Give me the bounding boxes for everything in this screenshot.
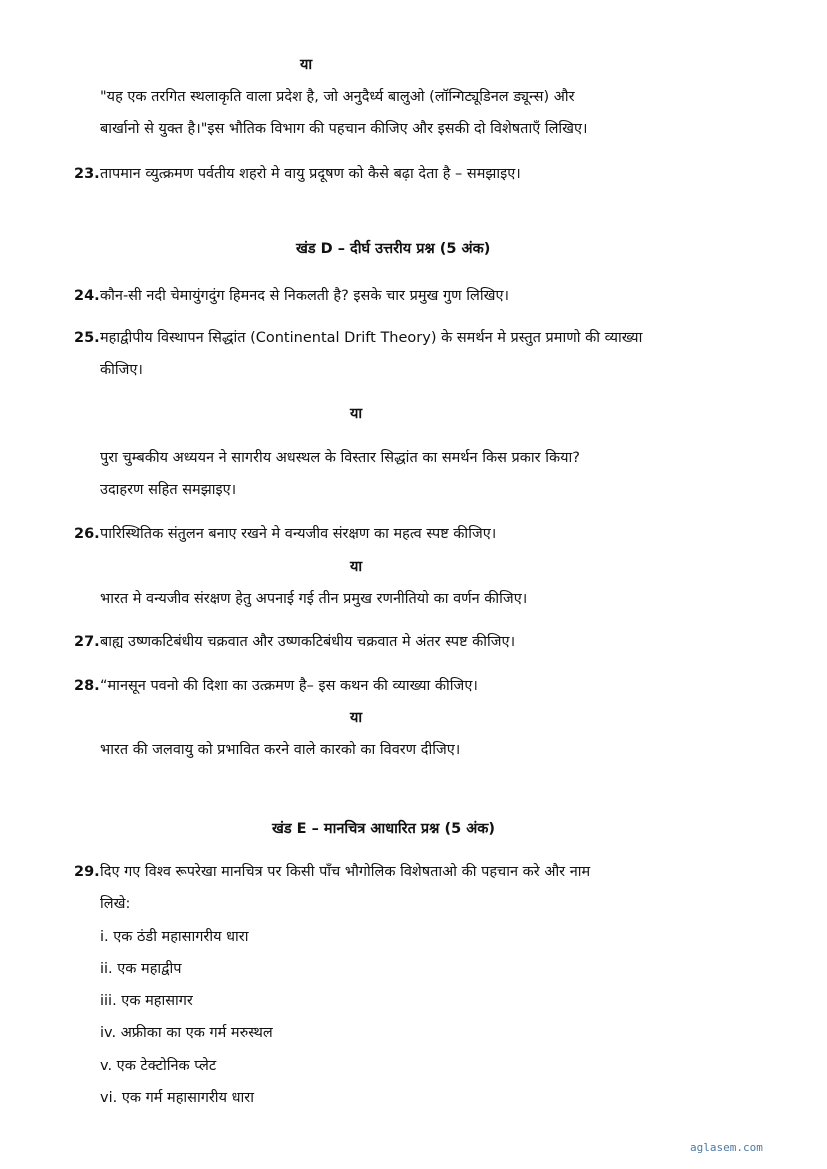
question-text: “मानसून पवनो की दिशा का उत्क्रमण है– इस कथन की व्याख्या कीजिए। (100, 678, 478, 694)
list-item: iv. अफ्रीका का एक गर्म मरुस्थल (100, 1025, 273, 1041)
question-number: 28. (74, 678, 100, 694)
question-alt: भारत मे वन्यजीव संरक्षण हेतु अपनाई गई तीन प्रमुख रणनीतियो का वर्णन कीजिए। (100, 591, 528, 607)
list-item: iii. एक महासागर (100, 993, 193, 1009)
list-item: v. एक टेक्टोनिक प्लेट (100, 1058, 217, 1074)
question-alt-line1: पुरा चुम्बकीय अध्ययन ने सागरीय अधस्थल के विस्तार सिद्धांत का समर्थन किस प्रकार किया? (100, 450, 580, 466)
or-label: या (350, 559, 363, 575)
question-number: 29. (74, 864, 100, 880)
q22-alt-line1: "यह एक तरगित स्थलाकृति वाला प्रदेश है, जो अनुदैर्ध्य बालुओ (लॉन्गिट्यूडिनल ड्यून्स) और (100, 89, 575, 105)
or-label: या (300, 57, 313, 73)
question-number: 26. (74, 526, 100, 542)
question-number: 24. (74, 288, 100, 304)
question-text-line1: दिए गए विश्व रूपरेखा मानचित्र पर किसी पाँच भौगोलिक विशेषताओ की पहचान करे और नाम (100, 864, 591, 880)
section-d-heading: खंड D – दीर्घ उत्तरीय प्रश्न (5 अंक) (296, 241, 491, 257)
question-number: 27. (74, 634, 100, 650)
question-text: तापमान व्युत्क्रमण पर्वतीय शहरो मे वायु प्रदूषण को कैसे बढ़ा देता है – समझाइए। (100, 166, 521, 182)
watermark: aglasem.com (690, 1141, 763, 1154)
q22-alt-line2: बार्खानो से युक्त है।"इस भौतिक विभाग की पहचान कीजिए और इसकी दो विशेषताएँ लिखिए। (100, 121, 588, 137)
list-item: vi. एक गर्म महासागरीय धारा (100, 1090, 254, 1106)
question-text-line2: लिखे: (100, 896, 131, 912)
question-text: कौन-सी नदी चेमायुंगदुंग हिमनद से निकलती है? इसके चार प्रमुख गुण लिखिए। (100, 288, 509, 304)
list-item: i. एक ठंडी महासागरीय धारा (100, 929, 249, 945)
question-number: 23. (74, 166, 100, 182)
or-label: या (350, 406, 363, 422)
question-alt-line2: उदाहरण सहित समझाइए। (100, 482, 237, 498)
question-number: 25. (74, 330, 100, 346)
question-text: बाह्य उष्णकटिबंधीय चक्रवात और उष्णकटिबंधीय चक्रवात मे अंतर स्पष्ट कीजिए। (100, 634, 516, 650)
question-text-line1: महाद्वीपीय विस्थापन सिद्धांत (Continental Drift Theory) के समर्थन मे प्रस्तुत प्रमाणो की व्याख्या (100, 330, 643, 346)
question-alt: भारत की जलवायु को प्रभावित करने वाले कारको का विवरण दीजिए। (100, 742, 461, 758)
section-e-heading: खंड E – मानचित्र आधारित प्रश्न (5 अंक) (272, 821, 496, 837)
question-text: पारिस्थितिक संतुलन बनाए रखने मे वन्यजीव संरक्षण का महत्व स्पष्ट कीजिए। (100, 526, 497, 542)
question-text-line2: कीजिए। (100, 362, 143, 378)
or-label: या (350, 710, 363, 726)
list-item: ii. एक महाद्वीप (100, 961, 182, 977)
